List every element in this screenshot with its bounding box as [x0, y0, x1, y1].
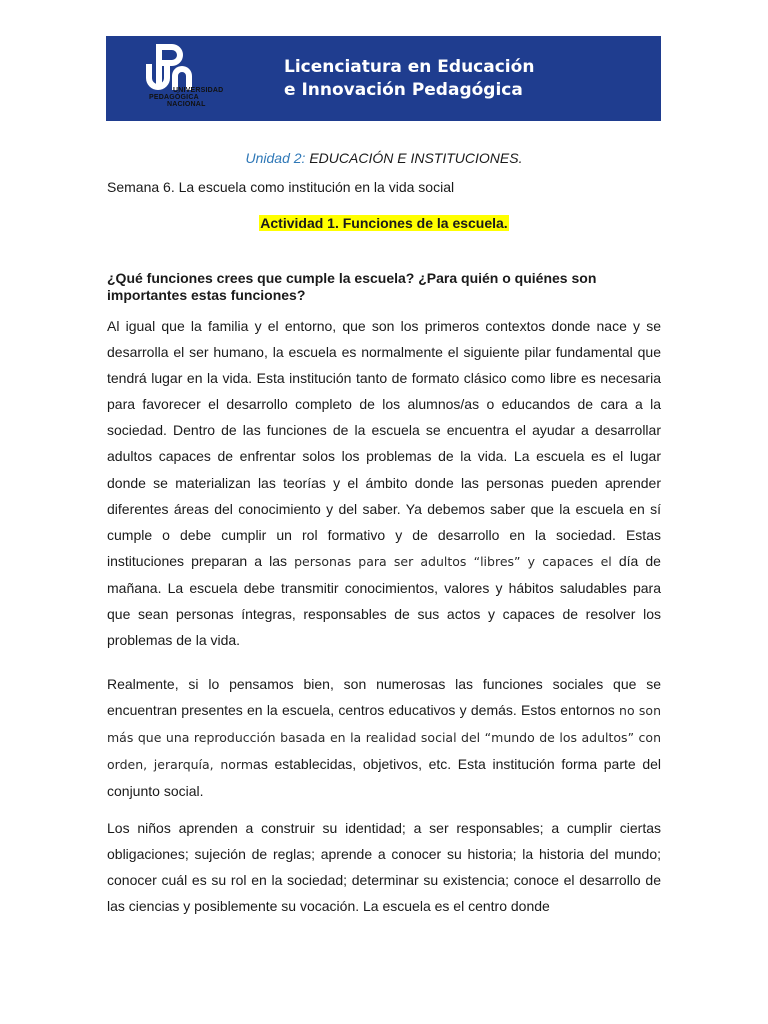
unit-heading: [0, 150, 768, 166]
activity-heading: Actividad 1. Funciones de la escuela.: [260, 215, 508, 231]
question-heading: ¿Qué funciones crees que cumple la escuela? ¿Para quién o quiénes son importantes estas funciones?: [107, 270, 597, 303]
logo-line-2: PEDAGÓGICA: [149, 94, 199, 101]
paragraph-2-part-a: Realmente, si lo pensamos bien, son numerosas las funciones sociales que se encuentran presentes en la escuela, centros educativos y demás. Estos entornos: [107, 676, 661, 719]
paragraph-1-part-a: Al igual que la familia y el entorno, que son los primeros contextos donde nace y se desarrolla el ser humano, la escuela es normalmente el siguiente pilar fundamental que tendrá lugar en la vida. Esta institución tanto de formato clásico como libre es necesaria para favorecer el desarrollo completo de los alumnos/as o educandos de cara a la sociedad. Dentro de las funciones de la escuela se encuentra el ayudar a desarrollar adultos capaces de enfrentar solos los problemas de la vida. La escuela es el lugar donde se materializan las teorías y el ámbito donde las personas pueden aprender diferentes áreas del conocimiento y del saber. Ya debemos saber que la escuela en sí cumple o debe cumplir un rol formativo y de desarrollo en la sociedad. Estas instituciones preparan a las: [107, 318, 661, 569]
program-title-line-2: e Innovación Pedagógica: [284, 80, 523, 100]
header-banner: [106, 36, 661, 121]
paragraph-1: [107, 313, 661, 653]
paragraph-1-part-c: día de mañana. La escuela debe transmitir conocimientos, valores y hábitos saludables para que sean personas íntegras, responsables de sus actos y capaces de resolver los problemas de la vida.: [107, 552, 661, 649]
program-title-line-1: Licenciatura en Educación: [284, 57, 535, 77]
paragraph-2-part-c: as establecidas, objetivos, etc. Esta institución forma parte del conjunto social.: [107, 756, 661, 800]
activity-heading-row: [0, 215, 768, 233]
program-title: [284, 56, 534, 102]
unit-title: EDUCACIÓN E INSTITUCIONES.: [309, 150, 523, 166]
paragraph-2: [107, 671, 661, 804]
unit-label: Unidad 2:: [245, 150, 306, 166]
paragraph-2-part-b: no son más que una reproducción basada en la realidad social del “mundo de los adultos” con orden, jerarquía, norm: [107, 703, 661, 773]
paragraph-3: Los niños aprenden a construir su identidad; a ser responsables; a cumplir ciertas obligaciones; sujeción de reglas; aprende a conocer su historia; la historia del mundo; conocer cuál es su rol en la sociedad; determinar su existencia; conoce el desarrollo de las ciencias y posiblemente su vocación. La escuela es el centro donde: [107, 820, 661, 915]
paragraph-1-part-b: personas para ser adultos “libres” y capaces el: [294, 553, 612, 569]
logo-line-1: UNIVERSIDAD: [173, 87, 224, 94]
logo-wordmark: [146, 87, 223, 108]
logo-line-3: NACIONAL: [167, 101, 206, 108]
week-heading: Semana 6. La escuela como institución en la vida social: [107, 179, 455, 195]
